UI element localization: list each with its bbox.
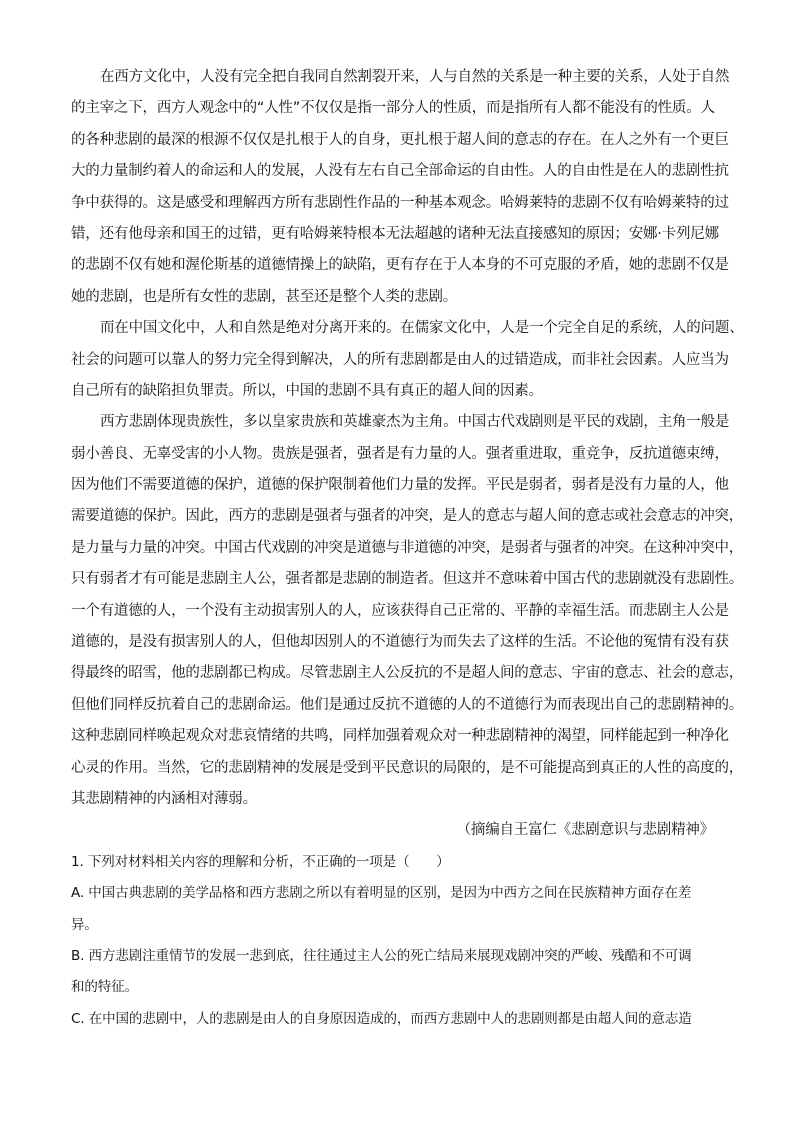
paragraph-line: 是力量与力量的冲突。中国古代戏剧的冲突是道德与非道德的冲突，是弱者与强者的冲突。在这种冲突中， [71,539,744,556]
source-citation: （摘编自王富仁《悲剧意识与悲剧精神》 [456,822,714,839]
paragraph-1 [71,62,730,313]
paragraph-line: 争中获得的。这是感受和理解西方所有悲剧性作品的一种基本观念。哈姆莱特的悲剧不仅有哈姆莱特的过 [71,194,729,211]
option-line: A. 中国古典悲剧的美学品格和西方悲剧之所以有着明显的区别，是因为中西方之间在民族精神方面存在差 [71,885,692,902]
paragraph-line: 西方悲剧体现贵族性，多以皇家贵族和英雄豪杰为主角。中国古代戏剧则是平民的戏剧，主角一般是 [100,414,730,431]
paragraph-line: 一个有道德的人，一个没有主动损害别人的人，应该获得自己正常的、平静的幸福生活。而悲剧主人公是 [71,602,729,619]
paragraph-line: 的悲剧不仅有她和渥伦斯基的道德情操上的缺陷，更有存在于人本身的不可克服的矛盾，她的悲剧不仅是 [71,257,729,274]
paragraph-line: 她的悲剧，也是所有女性的悲剧，甚至还是整个人类的悲剧。 [71,288,458,305]
paragraph-line: 心灵的作用。当然，它的悲剧精神的发展是受到平民意识的局限的，是不可能提高到真正的人性的高度的， [71,759,744,776]
paragraph-line: 只有弱者才有可能是悲剧主人公，强者都是悲剧的制造者。但这并不意味着中国古代的悲剧就没有悲剧性。 [71,571,744,588]
option-line: B. 西方悲剧注重情节的发展一悲到底，往往通过主人公的死亡结局来展现戏剧冲突的严峻、残酷和不可调 [71,947,692,964]
paragraph-line: 错，还有他母亲和国王的过错，更有哈姆莱特根本无法超越的诸种无法直接感知的原因；安娜·卡列尼娜 [71,225,719,242]
paragraph-line: 需要道德的保护。因此，西方的悲剧是强者与强者的冲突，是人的意志与超人间的意志或社会意志的冲突， [71,508,744,525]
option-line: 和的特征。 [71,979,138,996]
paragraph-line: 的各种悲剧的最深的根源不仅仅是扎根于人的自身，更扎根于超人间的意志的存在。在人之外有一个更巨 [71,131,729,148]
passage [71,62,744,847]
option-line: 异。 [71,916,98,933]
question-stem: 1. 下列对材料相关内容的理解和分析，不正确的一项是（ ） [71,853,450,870]
paragraph-line: 大的力量制约着人的命运和人的发展，人没有左右自己全部命运的自由性。人的自由性是在人的悲剧性抗 [71,163,729,180]
paragraph-line: 道德的，是没有损害别人的人，但他却因别人的不道德行为而失去了这样的生活。不论他的冤情有没有获 [71,634,729,651]
paragraph-line: 其悲剧精神的内涵相对薄弱。 [71,790,257,807]
paragraph-3 [71,407,744,815]
paragraph-line: 弱小善良、无辜受害的小人物。贵族是强者，强者是有力量的人。强者重进取，重竞争，反抗道德束缚， [71,445,729,462]
paragraph-line: 因为他们不需要道德的保护，道德的保护限制着他们力量的发挥。平民是弱者，弱者是没有力量的人，他 [71,477,729,494]
option-b [71,941,726,1004]
option-a [71,878,726,941]
option-line: C. 在中国的悲剧中，人的悲剧是由人的自身原因造成的，而西方悲剧中人的悲剧则都是由超人间的意志造 [71,1010,692,1027]
paragraph-2 [71,313,744,407]
paragraph-line: 的主宰之下，西方人观念中的“人性”不仅仅是指一部分人的性质，而是指所有人都不能没有的性质。人 [71,100,715,117]
paragraph-line: 自己所有的缺陷担负罪责。所以，中国的悲剧不具有真正的超人间的因素。 [71,382,543,399]
option-c [71,1004,726,1035]
paragraph-line: 在西方文化中，人没有完全把自我同自然割裂开来，人与自然的关系是一种主要的关系，人处于自然 [100,69,730,85]
paragraph-line: 但他们同样反抗着自己的悲剧命运。他们是通过反抗不道德的人的不道德行为而表现出自己的悲剧精神的。 [71,696,744,713]
document-page [71,62,744,1035]
paragraph-line: 得最终的昭雪，他的悲剧都已构成。尽管悲剧主人公反抗的不是超人间的意志、宇宙的意志、社会的意志， [71,665,744,682]
paragraph-line: 这种悲剧同样唤起观众对悲哀情绪的共鸣，同样加强着观众对一种悲剧精神的渴望，同样能起到一种净化 [71,728,729,745]
paragraph-line: 而在中国文化中，人和自然是绝对分离开来的。在儒家文化中，人是一个完全自足的系统，人的问题、 [100,320,744,337]
paragraph-line: 社会的问题可以靠人的努力完全得到解决，人的所有悲剧都是由人的过错造成，而非社会因素。人应当为 [71,351,729,368]
question-block [71,847,726,1035]
